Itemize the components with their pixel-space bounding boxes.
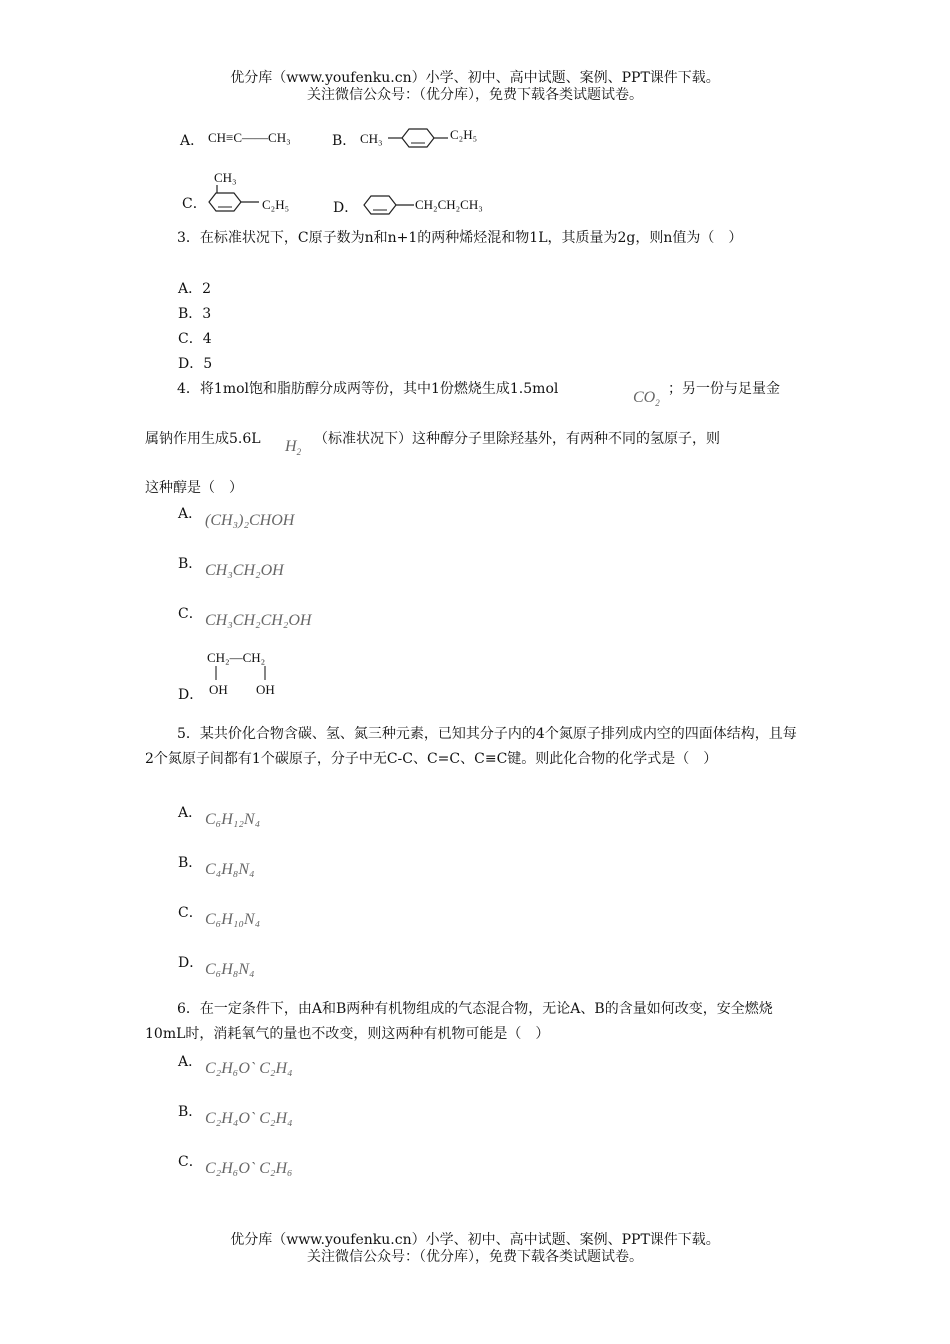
q4-option-a-formula: (CH₃)₂CHOH bbox=[205, 512, 295, 529]
q3-option-a: A．2 bbox=[178, 281, 212, 297]
q4-option-d-oh-left: OH bbox=[209, 682, 228, 697]
q6-option-c-formula: C₂H₆O` C₂H₆ bbox=[205, 1160, 293, 1177]
q4-option-a-label: A． bbox=[178, 506, 203, 522]
struct-option-b-left: CH₃ bbox=[360, 131, 383, 146]
struct-option-d-label: D． bbox=[333, 200, 359, 216]
q6-option-c-label: C． bbox=[178, 1154, 203, 1170]
q4-option-b-formula: CH₃CH₂OH bbox=[205, 562, 284, 579]
q5-option-d-label: D． bbox=[178, 955, 204, 971]
q4-stem-part4: （标准状况下）这种醇分子里除羟基外，有两种不同的氢原子，则 bbox=[314, 431, 720, 447]
struct-option-a-formula: CH≡C——CH₃ bbox=[208, 130, 291, 145]
header-line-2: 关注微信公众号：（优分库），免费下载各类试题试卷。 bbox=[307, 87, 643, 103]
q4-option-d-oh-right: OH bbox=[256, 682, 275, 697]
q6-option-a-formula: C₂H₆O` C₂H₄ bbox=[205, 1060, 293, 1077]
q4-stem-part5: 这种醇是（ ） bbox=[145, 480, 243, 496]
footer-line-1: 优分库（www.youfenku.cn）小学、初中、高中试题、案例、PPT课件下载。 bbox=[230, 1232, 720, 1248]
header-line-1: 优分库（www.youfenku.cn）小学、初中、高中试题、案例、PPT课件下载。 bbox=[230, 70, 720, 86]
q4-h2-formula: $H_2$ bbox=[285, 438, 302, 457]
q4-option-b-label: B． bbox=[178, 556, 203, 572]
q6-option-b-formula: C₂H₄O` C₂H₄ bbox=[205, 1110, 293, 1127]
q4-option-d-bonds bbox=[213, 666, 273, 682]
q6-stem: 6．在一定条件下，由A和B两种有机物组成的气态混合物，无论A、B的含量如何改变，安全燃烧10mL时，消耗氧气的量也不改变，则这两种有机物可能是（ ） bbox=[145, 1001, 773, 1042]
benzene-ring-c bbox=[205, 185, 265, 215]
q4-stem-part1: 4．将1mol饱和脂肪醇分成两等份，其中1份燃烧生成1.5mol bbox=[177, 381, 559, 397]
footer-line-2: 关注微信公众号：（优分库），免费下载各类试题试卷。 bbox=[307, 1249, 643, 1265]
q4-option-d-label: D． bbox=[178, 687, 204, 703]
q3-option-c: C．4 bbox=[178, 331, 212, 347]
q4-stem-part2: ；另一份与足量金 bbox=[668, 381, 780, 397]
q4-option-d-chain: CH₂—CH₂ bbox=[207, 650, 266, 665]
q5-option-a-label: A． bbox=[178, 805, 203, 821]
q4-stem-part3: 属钠作用生成5.6L bbox=[145, 431, 261, 447]
struct-option-c-top: CH₃ bbox=[214, 170, 237, 185]
q4-co2-formula: $CO_2$ bbox=[633, 389, 660, 408]
q5-option-a-formula: C₆H₁₂N₄ bbox=[205, 811, 261, 828]
struct-option-d-right: CH₂CH₂CH₃ bbox=[415, 197, 483, 212]
q5-option-b-formula: C₄H₈N₄ bbox=[205, 861, 255, 878]
struct-option-c-right: C₂H₅ bbox=[262, 197, 290, 212]
struct-option-a-label: A． bbox=[180, 133, 205, 149]
q3-stem: 3．在标准状况下，C原子数为n和n+1的两种烯烃混和物1L，其质量为2g，则n值为（ ） bbox=[177, 230, 743, 246]
q4-option-c-label: C． bbox=[178, 606, 203, 622]
q6-option-a-label: A． bbox=[178, 1054, 203, 1070]
struct-option-c-label: C． bbox=[182, 196, 207, 212]
struct-option-b-label: B． bbox=[332, 133, 357, 149]
struct-option-b-right: C₂H₅ bbox=[450, 127, 478, 142]
q5-option-c-label: C． bbox=[178, 905, 203, 921]
q5-option-b-label: B． bbox=[178, 855, 203, 871]
q3-option-d: D．5 bbox=[178, 356, 213, 372]
q6-option-b-label: B． bbox=[178, 1104, 203, 1120]
benzene-ring-b bbox=[388, 125, 458, 151]
q5-stem: 5．某共价化合物含碳、氢、氮三种元素，已知其分子内的4个氮原子排列成内空的四面体结构，且每2个氮原子间都有1个碳原子，分子中无C-C、C=C、C≡C键。则此化合物的化学式是（ ） bbox=[145, 726, 797, 767]
benzene-ring-d bbox=[360, 192, 420, 218]
q5-option-d-formula: C₆H₈N₄ bbox=[205, 961, 255, 978]
q5-option-c-formula: C₆H₁₀N₄ bbox=[205, 911, 261, 928]
q4-option-c-formula: CH₃CH₂CH₂OH bbox=[205, 612, 312, 629]
q3-option-b: B．3 bbox=[178, 306, 212, 322]
